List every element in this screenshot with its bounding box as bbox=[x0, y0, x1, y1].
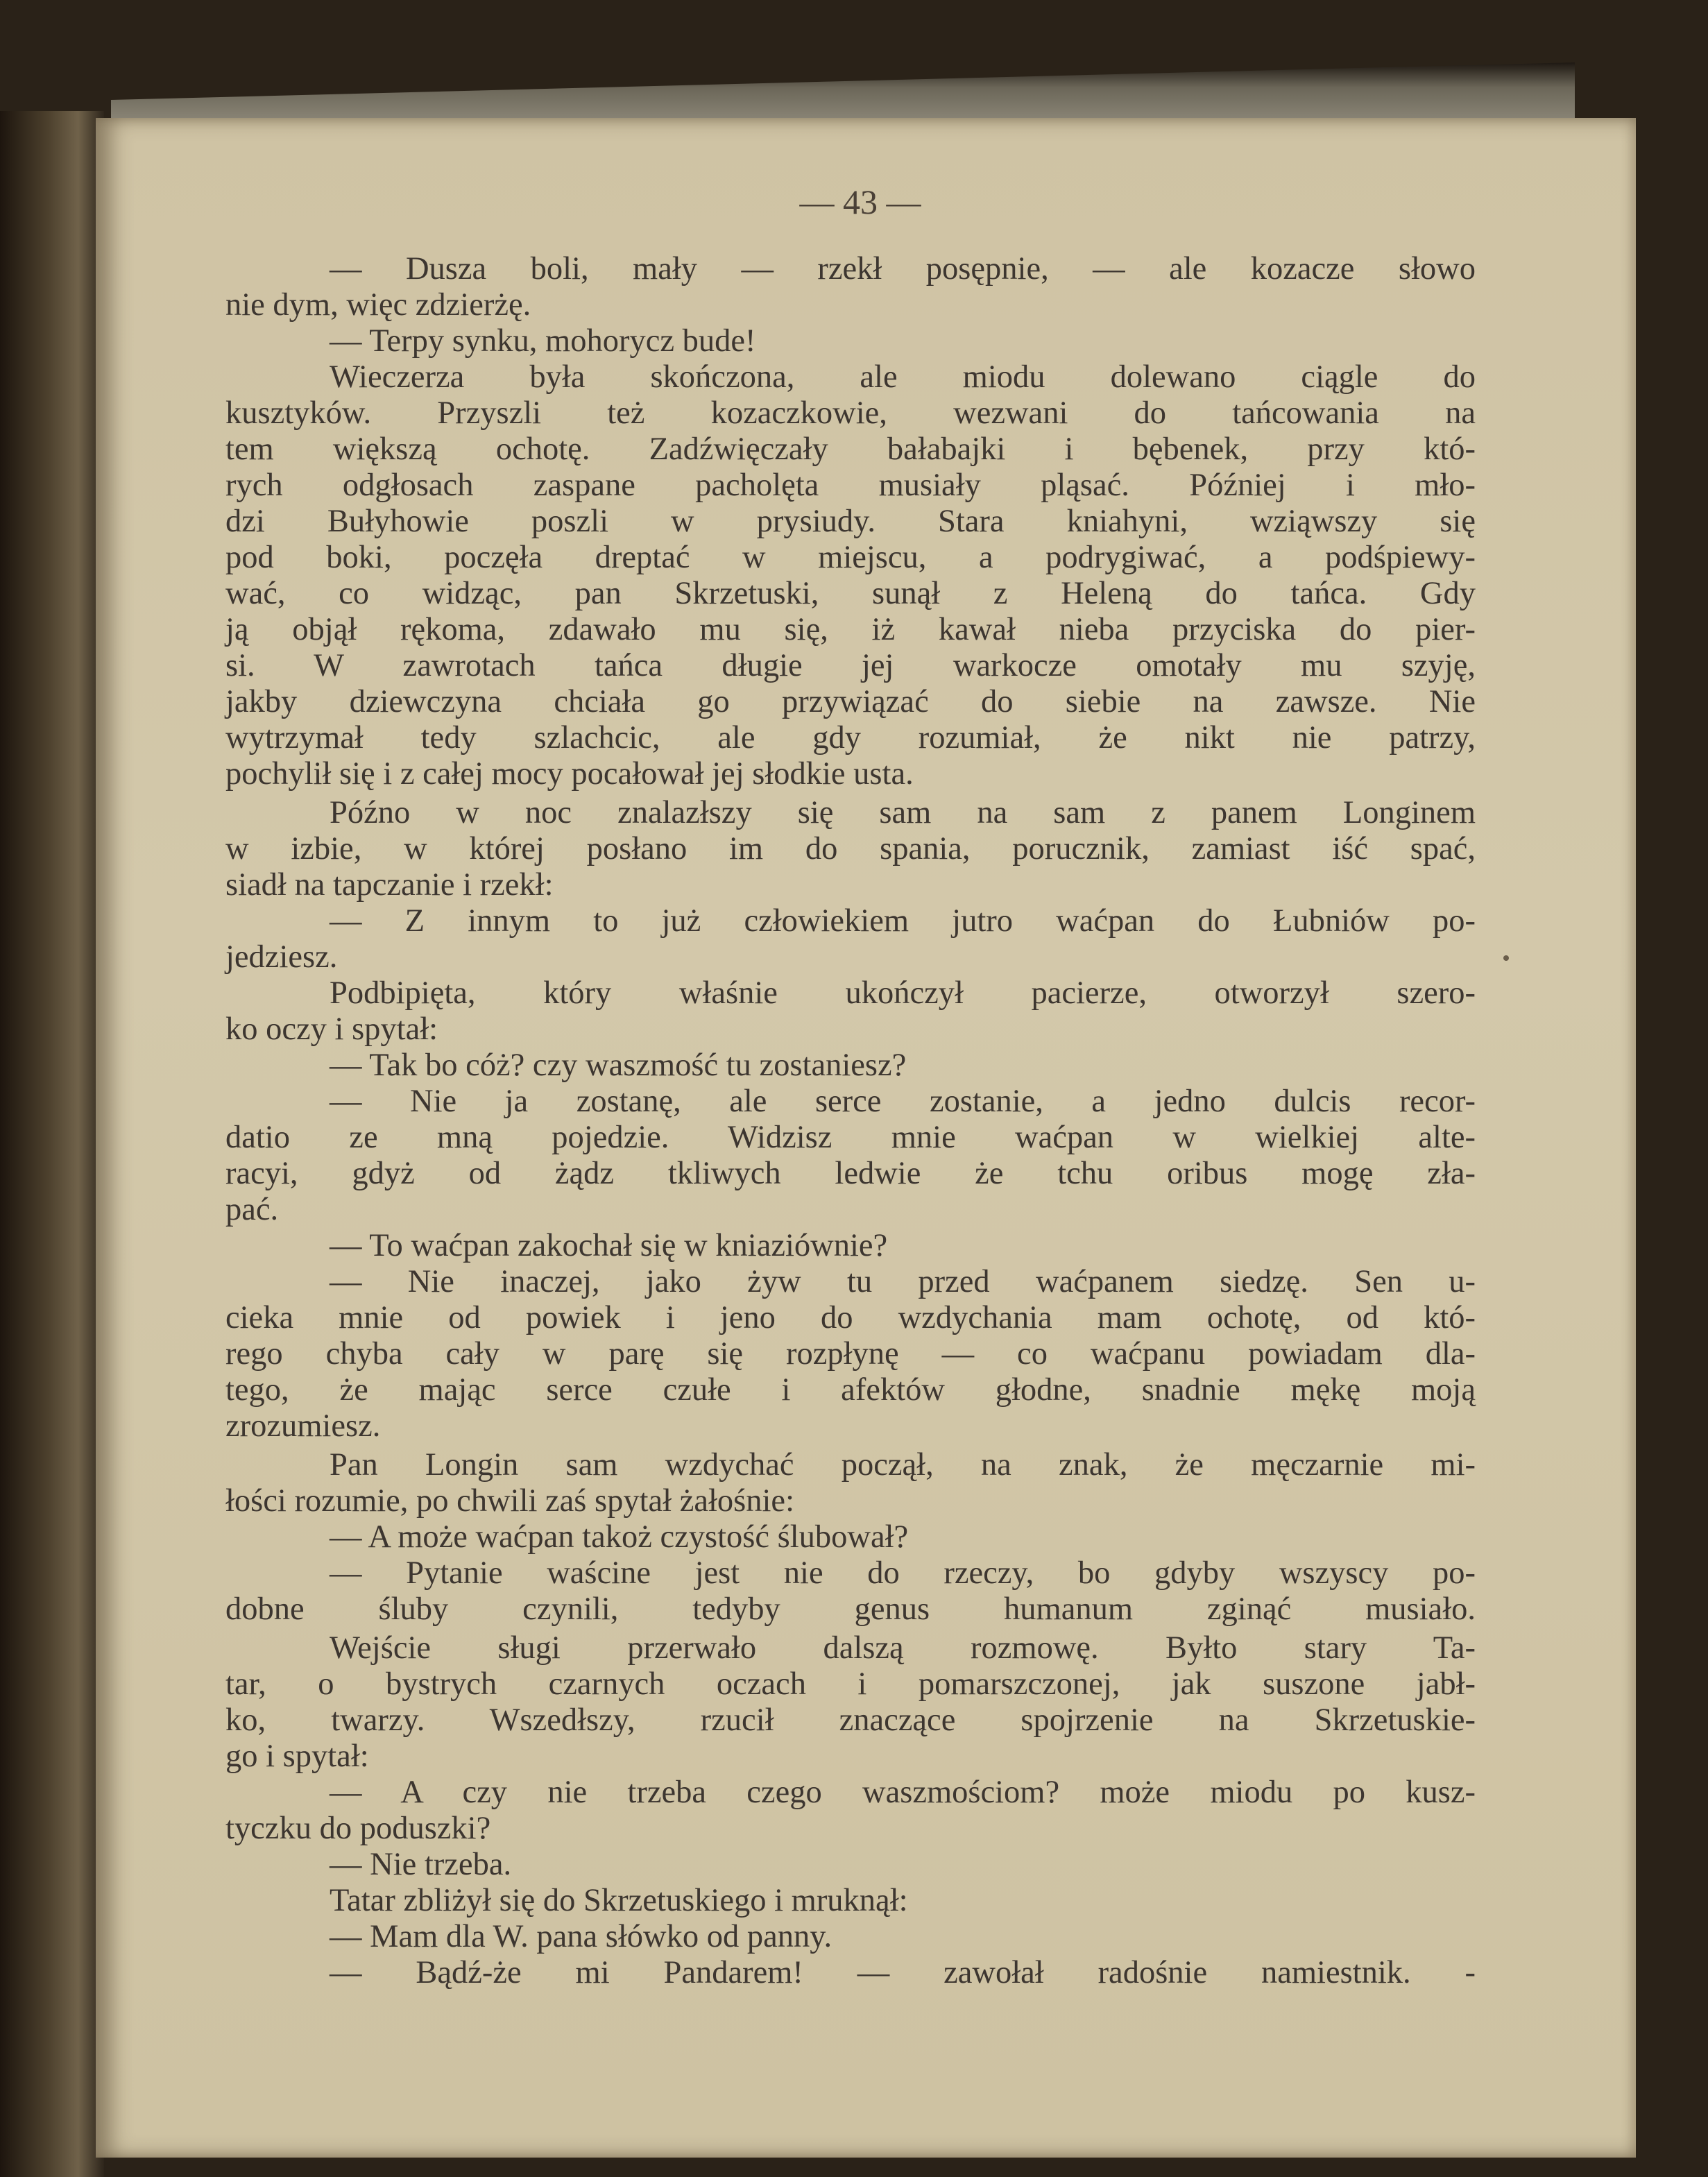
text-line: racyi, gdyż od żądz tkliwych ledwie że tchu oribus mogę zła- bbox=[225, 1156, 1476, 1191]
text-line: ko oczy i spytał: bbox=[225, 1011, 438, 1047]
text-line: — Pytanie waścine jest nie do rzeczy, bo gdyby wszyscy po- bbox=[330, 1555, 1476, 1591]
text-line: go i spytał: bbox=[225, 1739, 369, 1774]
text-line: siadł na tapczanie i rzekł: bbox=[225, 867, 554, 903]
text-line: kusztyków. Przyszli też kozaczkowie, wezwani do tańcowania na bbox=[225, 395, 1476, 431]
text-line: ją objął rękoma, zdawało mu się, iż kawał nieba przyciska do pier- bbox=[225, 612, 1476, 647]
page-text bbox=[225, 251, 1476, 1991]
paper-speck bbox=[1503, 955, 1509, 961]
text-line: ko, twarzy. Wszedłszy, rzucił znaczące spojrzenie na Skrzetuskie- bbox=[225, 1702, 1476, 1738]
text-line: rego chyba cały w parę się rozpłynę — co waćpanu powiadam dla- bbox=[225, 1336, 1476, 1372]
text-line: — Tak bo cóż? czy waszmość tu zostaniesz? bbox=[330, 1048, 907, 1083]
text-line: — To waćpan zakochał się w kniaziównie? bbox=[330, 1228, 888, 1263]
text-line: — Mam dla W. pana słówko od panny. bbox=[330, 1919, 832, 1954]
text-line: Podbipięta, który właśnie ukończył pacierze, otworzył szero- bbox=[330, 975, 1476, 1011]
text-line: tar, o bystrych czarnych oczach i pomarszczonej, jak suszone jabł- bbox=[225, 1666, 1476, 1702]
text-line: — A może waćpan takoż czystość ślubował? bbox=[330, 1519, 909, 1555]
text-line: tyczku do poduszki? bbox=[225, 1811, 491, 1846]
text-line: Tatar zbliżył się do Skrzetuskiego i mruknął: bbox=[330, 1883, 908, 1918]
text-line: pać. bbox=[225, 1192, 279, 1227]
text-line: — Bądź-że mi Pandarem! — zawołał radośnie namiestnik. - bbox=[330, 1955, 1476, 1990]
text-line: — Dusza boli, mały — rzekł posępnie, — ale kozacze słowo bbox=[330, 251, 1476, 287]
text-line: — Terpy synku, mohorycz bude! bbox=[330, 323, 756, 359]
text-line: tego, że mając serce czułe i afektów głodne, snadnie mękę moją bbox=[225, 1372, 1476, 1408]
text-line: w izbie, w której posłano im do spania, porucznik, zamiast iść spać, bbox=[225, 831, 1476, 866]
text-line: — Nie inaczej, jako żyw tu przed waćpanem siedzę. Sen u- bbox=[330, 1264, 1476, 1299]
text-line: jakby dziewczyna chciała go przywiązać do siebie na zawsze. Nie bbox=[225, 684, 1476, 719]
text-line: — Z innym to już człowiekiem jutro waćpan do Łubniów po- bbox=[330, 903, 1476, 939]
text-line: Późno w noc znalazłszy się sam na sam z panem Longinem bbox=[330, 795, 1476, 830]
text-line: zrozumiesz. bbox=[225, 1408, 381, 1444]
text-line: — A czy nie trzeba czego waszmościom? może miodu po kusz- bbox=[330, 1775, 1476, 1810]
text-line: — Nie trzeba. bbox=[330, 1847, 512, 1882]
text-line: dobne śluby czynili, tedyby genus humanum zginąć musiało. bbox=[225, 1591, 1476, 1627]
text-line: wytrzymał tedy szlachcic, ale gdy rozumiał, że nikt nie patrzy, bbox=[225, 720, 1476, 755]
text-line: pod boki, poczęła dreptać w miejscu, a podrygiwać, a podśpiewy- bbox=[225, 540, 1476, 575]
text-line: rych odgłosach zaspane pacholęta musiały pląsać. Później i mło- bbox=[225, 468, 1476, 503]
text-line: Wejście sługi przerwało dalszą rozmowę. Byłto stary Ta- bbox=[330, 1630, 1476, 1666]
text-line: jedziesz. bbox=[225, 939, 338, 975]
text-line: pochylił się i z całej mocy pocałował jej słodkie usta. bbox=[225, 756, 914, 792]
text-line: datio ze mną pojedzie. Widzisz mnie waćpan w wielkiej alte- bbox=[225, 1120, 1476, 1155]
text-line: Pan Longin sam wzdychać począł, na znak, że męczarnie mi- bbox=[330, 1447, 1476, 1483]
text-line: tem większą ochotę. Zadźwięczały bałabajki i bębenek, przy któ- bbox=[225, 432, 1476, 467]
text-line: si. W zawrotach tańca długie jej warkocze omotały mu szyję, bbox=[225, 648, 1476, 683]
left-page-edge bbox=[0, 111, 104, 2177]
text-line: łości rozumie, po chwili zaś spytał żałośnie: bbox=[225, 1483, 794, 1519]
text-line: wać, co widząc, pan Skrzetuski, sunął z Heleną do tańca. Gdy bbox=[225, 576, 1476, 611]
page-number: — 43 — bbox=[799, 182, 921, 221]
text-line: — Nie ja zostanę, ale serce zostanie, a jedno dulcis recor- bbox=[330, 1084, 1476, 1119]
text-line: nie dym, więc zdzierżę. bbox=[225, 287, 531, 323]
text-line: dzi Bułyhowie poszli w prysiudy. Stara kniahyni, wziąwszy się bbox=[225, 504, 1476, 539]
text-line: Wieczerza była skończona, ale miodu dolewano ciągle do bbox=[330, 359, 1476, 395]
text-line: cieka mnie od powiek i jeno do wzdychania mam ochotę, od któ- bbox=[225, 1300, 1476, 1335]
page-top-edge bbox=[111, 62, 1575, 125]
